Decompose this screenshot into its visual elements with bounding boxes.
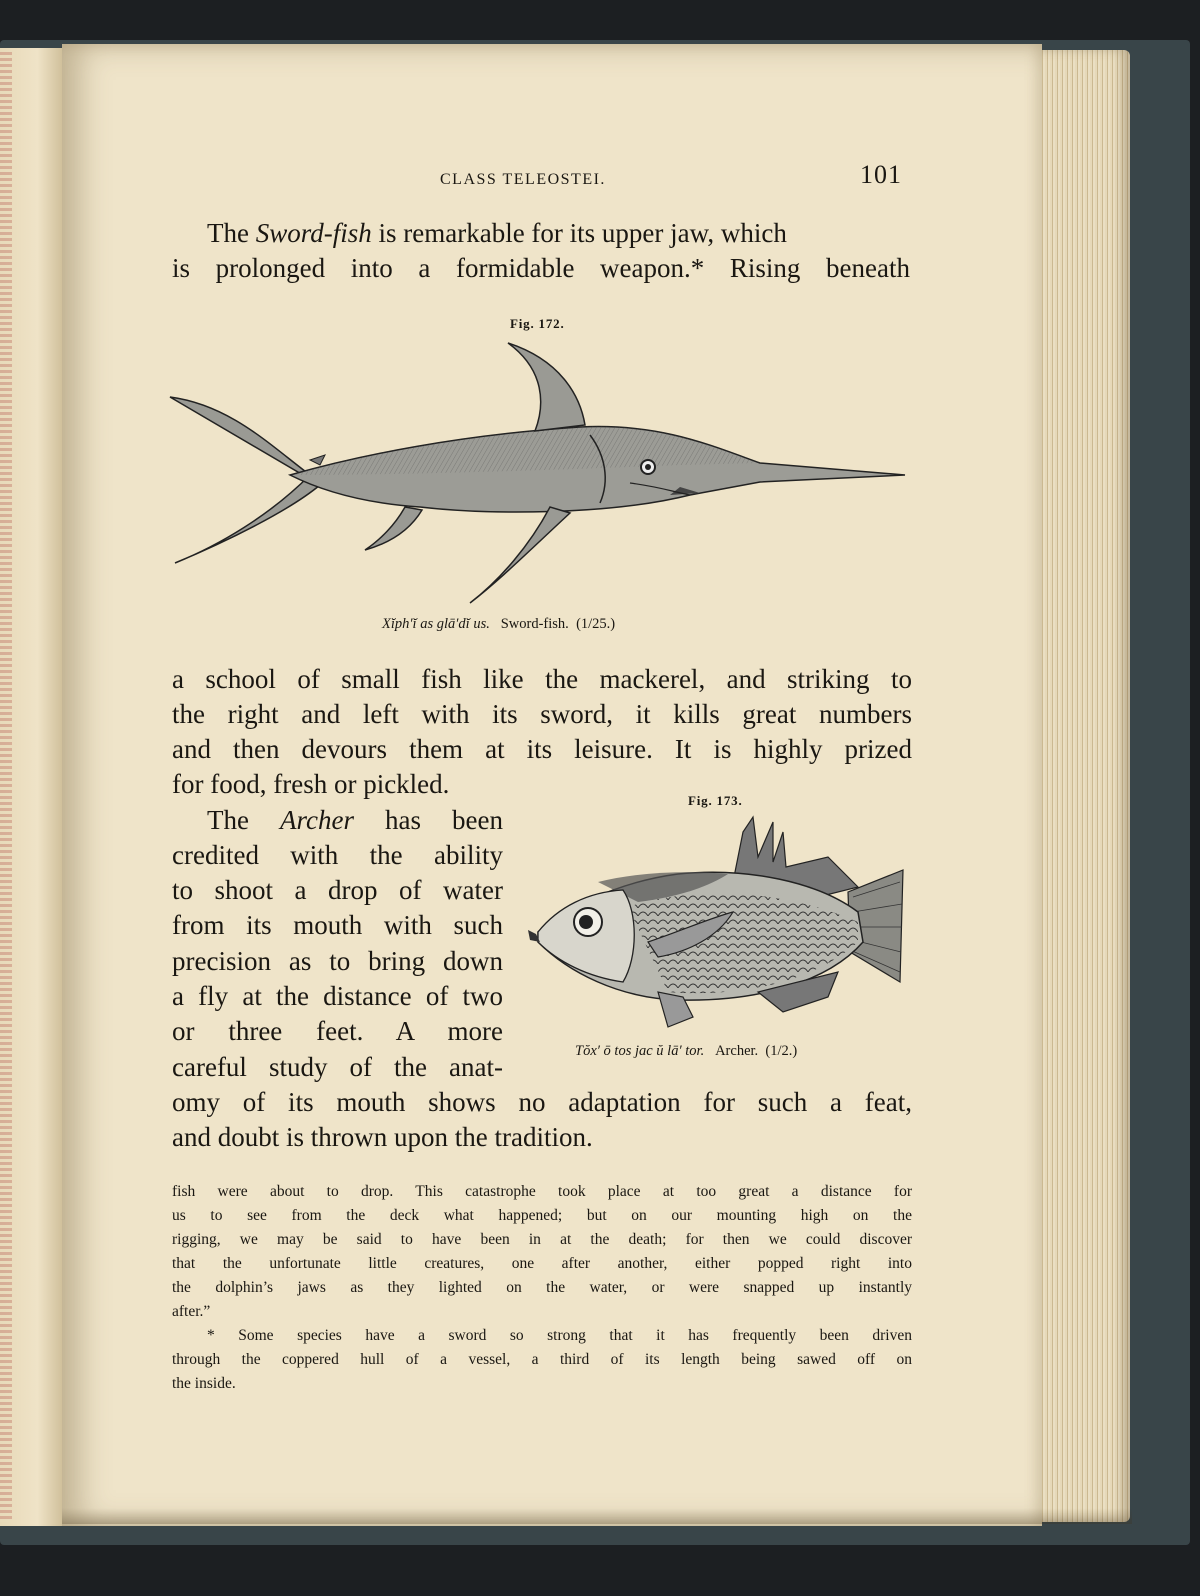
swordfish-illustration [160,335,920,610]
paragraph-line: a fly at the distance of two [172,981,503,1011]
caption-scientific-name: Xĭph′ĭ as glā′dĭ us. [382,616,490,632]
figure-173-label: Fig. 173. [688,793,743,808]
swordfish-pectoral-fin [470,507,570,603]
paragraph-line: from its mouth with such [172,910,503,940]
page-block-fore-edge [1030,50,1130,1522]
paragraph-line: the right and left with its sword, it kills great numbers [172,699,912,729]
figure-173-caption [575,1043,797,1060]
paragraph-line: or three feet. A more [172,1016,503,1046]
footnote-line: fish were about to drop. This catastrophe took place at too great a distance for [172,1183,912,1200]
paragraph-line: careful study of the anat- [172,1052,503,1082]
paragraph-line: to shoot a drop of water [172,875,503,905]
paragraph-line: and doubt is thrown upon the tradition. [172,1122,593,1152]
page-number: 101 [860,160,902,189]
swordfish-dorsal-fin [508,343,585,431]
caption-common-name: Archer. [715,1043,759,1059]
caption-scale: (1/2.) [765,1043,798,1059]
swordfish-anal-fin [365,507,422,550]
footnote-line: us to see from the deck what happened; but on our mounting high on the [172,1207,912,1224]
footnote-star-line: the inside. [172,1375,236,1392]
caption-scientific-name: Tŏx′ ō tos jac ŭ lā′ tor. [575,1043,705,1059]
term-sword-fish: Sword-fish [255,218,372,248]
footnote-line: that the unfortunate little creatures, one after another, either popped right into [172,1255,912,1272]
paragraph-line: is prolonged into a formidable weapon.* Rising beneath [172,253,910,283]
caption-scale: (1/25.) [576,616,616,632]
paragraph-line: and then devours them at its leisure. It is highly prized [172,734,912,764]
paragraph-line: omy of its mouth shows no adaptation for such a feat, [172,1087,912,1117]
footnote-line: rigging, we may be said to have been in at the death; for then we could discover [172,1231,912,1248]
archer-fish-illustration [528,812,913,1037]
paragraph-line: for food, fresh or pickled. [172,769,450,799]
paragraph-line: precision as to bring down [172,946,503,976]
left-page-binding-thread [0,52,12,1522]
swordfish-tail [170,397,320,563]
figure-172-caption [382,616,615,633]
figure-172-label: Fig. 172. [510,316,565,331]
paragraph-line: The Archer has been [207,805,503,835]
footnote-star-line: through the coppered hull of a vessel, a third of its length being sawed off on [172,1351,912,1368]
footnote-line: the dolphin’s jaws as they lighted on the water, or were snapped up instantly [172,1279,912,1296]
paragraph-line: credited with the ability [172,840,503,870]
footnote-line: after.” [172,1303,211,1320]
page-bottom-shadow [62,1508,1132,1524]
paragraph-line: The Sword-fish is remarkable for its upper jaw, which [207,218,787,248]
running-head: CLASS TELEOSTEI. [440,171,606,188]
caption-common-name: Sword-fish. [500,616,569,632]
term-archer: Archer [280,805,354,835]
footnote-star-line: * Some species have a sword so strong that it has frequently been driven [207,1327,912,1344]
paragraph-line: a school of small fish like the mackerel, and striking to [172,664,912,694]
